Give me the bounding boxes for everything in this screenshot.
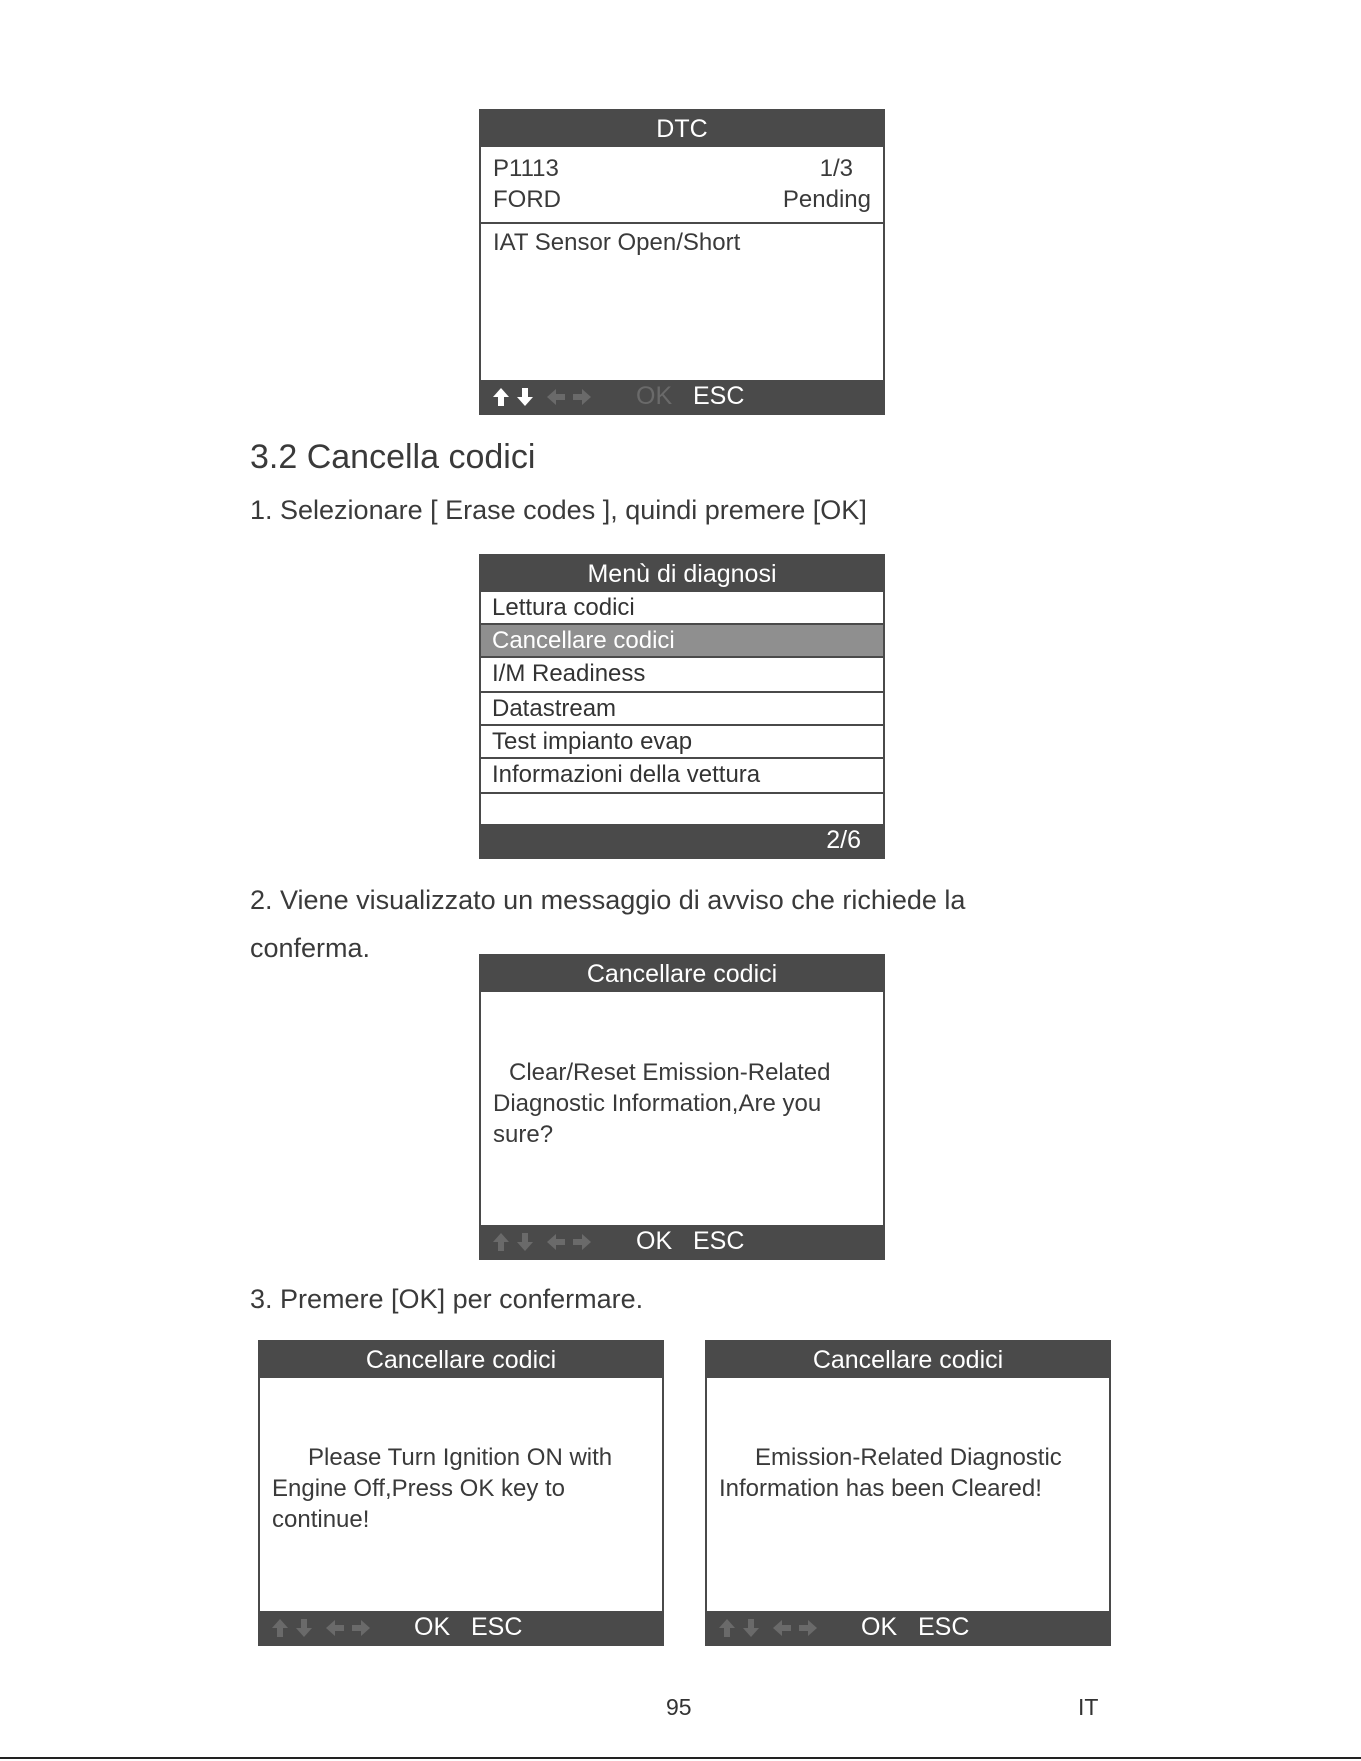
arrow-left-icon[interactable] xyxy=(324,1618,346,1638)
step-2-text-line2: conferma. xyxy=(250,933,371,963)
dtc-make: FORD xyxy=(493,186,561,213)
step-1-text: 1. Selezionare [ Erase codes ], quindi premere [OK] xyxy=(250,495,867,525)
cleared-result-screen xyxy=(705,1340,1111,1646)
ignition-footer-bar xyxy=(260,1611,662,1644)
ok-button[interactable]: OK xyxy=(636,1227,673,1255)
ignition-message-line1: Please Turn Ignition ON with xyxy=(308,1444,613,1471)
page-bottom-rule xyxy=(0,1757,1361,1759)
step-3-text: 3. Premere [OK] per confermare. xyxy=(250,1284,644,1314)
arrow-down-icon[interactable] xyxy=(741,1617,761,1639)
ignition-message-line2: Engine Off,Press OK key to xyxy=(272,1475,566,1502)
ok-button[interactable]: OK xyxy=(414,1613,451,1641)
arrow-down-icon[interactable] xyxy=(515,386,535,408)
page-number: 95 xyxy=(666,1694,692,1720)
arrow-up-icon[interactable] xyxy=(717,1617,737,1639)
confirm-clear-screen xyxy=(479,954,885,1260)
dtc-code: P1113 xyxy=(493,155,559,182)
menu-item-im-readiness[interactable]: I/M Readiness xyxy=(481,658,883,693)
esc-button[interactable]: ESC xyxy=(693,382,745,410)
nav-arrows xyxy=(270,1611,372,1644)
arrow-right-icon[interactable] xyxy=(571,387,593,407)
cleared-message-line2: Information has been Cleared! xyxy=(719,1475,1042,1502)
esc-button[interactable]: ESC xyxy=(693,1227,745,1255)
menu-item-datastream[interactable]: Datastream xyxy=(481,693,883,726)
confirm-message-line1: Clear/Reset Emission-Related xyxy=(509,1059,831,1086)
ignition-message-line3: continue! xyxy=(272,1506,370,1533)
dtc-screen xyxy=(479,109,885,415)
page-indicator: 2/6 xyxy=(826,826,861,854)
cleared-message-line1: Emission-Related Diagnostic xyxy=(755,1444,1062,1471)
cleared-footer-bar xyxy=(707,1611,1109,1644)
esc-button[interactable]: ESC xyxy=(471,1613,523,1641)
diagnosis-menu-screen xyxy=(479,554,885,859)
section-heading: 3.2 Cancella codici xyxy=(250,438,536,476)
arrow-down-icon[interactable] xyxy=(294,1617,314,1639)
esc-button[interactable]: ESC xyxy=(918,1613,970,1641)
dtc-count: 1/3 xyxy=(819,155,853,182)
arrow-up-icon[interactable] xyxy=(270,1617,290,1639)
arrow-left-icon[interactable] xyxy=(545,1232,567,1252)
dtc-divider xyxy=(481,222,883,224)
arrow-up-icon[interactable] xyxy=(491,386,511,408)
ok-button[interactable]: OK xyxy=(636,382,673,410)
arrow-right-icon[interactable] xyxy=(797,1618,819,1638)
ignition-title: Cancellare codici xyxy=(260,1342,662,1378)
menu-title: Menù di diagnosi xyxy=(481,556,883,592)
ok-button[interactable]: OK xyxy=(861,1613,898,1641)
arrow-down-icon[interactable] xyxy=(515,1231,535,1253)
cleared-title: Cancellare codici xyxy=(707,1342,1109,1378)
menu-item-lettura-codici[interactable]: Lettura codici xyxy=(481,592,883,625)
language-label: IT xyxy=(1078,1694,1099,1720)
arrow-left-icon[interactable] xyxy=(771,1618,793,1638)
confirm-footer-bar xyxy=(481,1225,883,1258)
nav-arrows xyxy=(717,1611,819,1644)
menu-item-cancellare-codici[interactable]: Cancellare codici xyxy=(481,625,883,658)
menu-item-test-impianto-evap[interactable]: Test impianto evap xyxy=(481,726,883,759)
arrow-right-icon[interactable] xyxy=(571,1232,593,1252)
dtc-description: IAT Sensor Open/Short xyxy=(493,229,741,256)
confirm-message-line3: sure? xyxy=(493,1121,554,1148)
arrow-left-icon[interactable] xyxy=(545,387,567,407)
dtc-footer-bar xyxy=(481,380,883,413)
dtc-screen-title: DTC xyxy=(481,111,883,147)
nav-arrows xyxy=(491,1225,593,1258)
confirm-title: Cancellare codici xyxy=(481,956,883,992)
arrow-up-icon[interactable] xyxy=(491,1231,511,1253)
menu-item-informazioni-vettura[interactable]: Informazioni della vettura xyxy=(481,759,883,794)
ignition-prompt-screen xyxy=(258,1340,664,1646)
menu-footer-bar xyxy=(481,824,883,857)
arrow-right-icon[interactable] xyxy=(350,1618,372,1638)
confirm-message-line2: Diagnostic Information,Are you xyxy=(493,1090,822,1117)
nav-arrows xyxy=(491,380,593,413)
step-2-text-line1: 2. Viene visualizzato un messaggio di avviso che richiede la xyxy=(250,885,966,915)
dtc-status: Pending xyxy=(782,186,871,213)
